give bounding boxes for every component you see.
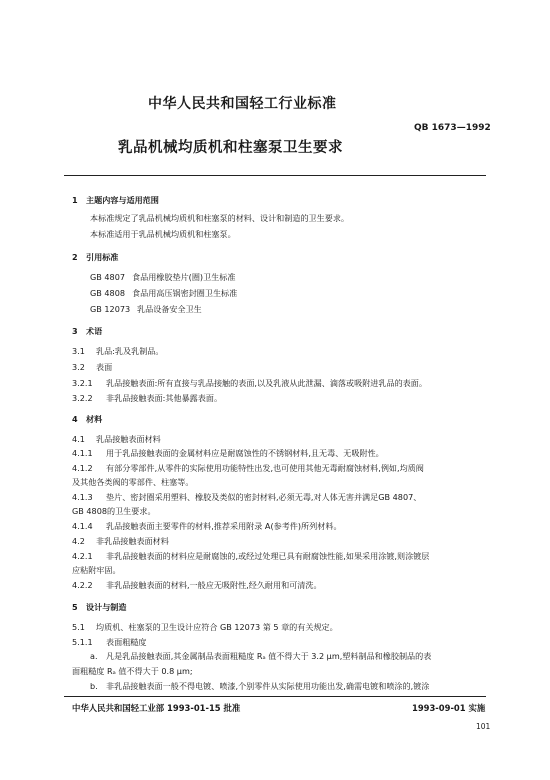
clause-4-1-4: 4.1.4 乳品接触表面主要零件的材料,推荐采用附录 A(参考件)所列材料。 xyxy=(72,521,342,531)
clause-4-1-1: 4.1.1 用于乳品接触表面的金属材料应是耐腐蚀性的不锈钢材料,且无毒、无吸附性。 xyxy=(72,448,384,458)
clause-4-1-3: 4.1.3 垫片、密封圈采用塑料、橡胶及类似的密封材料,必须无毒,对人体无害并满足GB 4807、 xyxy=(72,492,422,502)
approval-line: 中华人民共和国轻工业部 1993-01-15 批准 xyxy=(72,703,241,713)
clause-3-2-2: 3.2.2 非乳品接触表面:其他暴露表面。 xyxy=(72,393,223,403)
section-4-heading: 4 材料 xyxy=(72,414,103,424)
clause-4-1-2-cont: 及其他各类阀的零部件、柱塞等。 xyxy=(72,477,194,487)
clause-4-1-3-cont: GB 4808的卫生要求。 xyxy=(72,506,156,516)
document-title: 乳品机械均质机和柱塞泵卫生要求 xyxy=(118,140,343,156)
standard-number: QB 1673—1992 xyxy=(414,123,491,133)
footer-rule xyxy=(64,696,486,697)
org-title: 中华人民共和国轻工行业标准 xyxy=(148,96,337,112)
section-2-heading: 2 引用标准 xyxy=(72,252,119,262)
clause-3-1: 3.1 乳品:乳及乳制品。 xyxy=(72,346,164,356)
clause-5-1: 5.1 均质机、柱塞泵的卫生设计应符合 GB 12073 第 5 章的有关规定。 xyxy=(72,622,338,632)
section-1-heading: 1 主题内容与适用范围 xyxy=(72,195,159,205)
clause-5-1-1: 5.1.1 表面粗糙度 xyxy=(72,637,147,647)
clause-4-1-2: 4.1.2 有部分零部件,从零件的实际使用功能特性出发,也可使用其他无毒耐腐蚀材料,例如,均质阀 xyxy=(72,463,424,473)
item-a: a. 凡是乳品接触表面,其金属制品表面粗糙度 Rₐ 值不得大于 3.2 μm,塑料制品和橡胶制品的表 xyxy=(90,651,432,661)
clause-4-2-1-cont: 应粘附牢固。 xyxy=(72,565,121,575)
reference-item: GB 12073 乳品设备安全卫生 xyxy=(90,304,202,314)
implementation-date: 1993-09-01 实施 xyxy=(412,703,486,713)
section-5-heading: 5 设计与制造 xyxy=(72,602,127,612)
clause-4-1: 4.1 乳品接触表面材料 xyxy=(72,434,161,444)
clause-4-2: 4.2 非乳品接触表面材料 xyxy=(72,536,169,546)
reference-item: GB 4808 食品用高压锅密封圈卫生标准 xyxy=(90,288,238,298)
header-rule xyxy=(64,175,486,176)
page-number: 101 xyxy=(476,722,491,731)
clause-4-2-1: 4.2.1 非乳品接触表面的材料应是耐腐蚀的,或经过处理已具有耐腐蚀性能,如果采用涂镀,则涂镀层 xyxy=(72,551,430,561)
item-b: b. 非乳品接触表面一般不得电镀、喷漆,个别零件从实际使用功能出发,确需电镀和喷涂的,镀涂 xyxy=(90,681,430,691)
reference-item: GB 4807 食品用橡胶垫片(圈)卫生标准 xyxy=(90,272,236,282)
section-3-heading: 3 术语 xyxy=(72,326,103,336)
section-1-para-2: 本标准适用于乳品机械均质机和柱塞泵。 xyxy=(90,229,236,239)
clause-4-2-2: 4.2.2 非乳品接触表面的材料,一般应无吸附性,经久耐用和可清洗。 xyxy=(72,580,322,590)
item-a-cont: 面粗糙度 Rₐ 值不得大于 0.8 μm; xyxy=(72,666,193,676)
clause-3-2-1: 3.2.1 乳品接触表面:所有直接与乳品接触的表面,以及乳液从此泄漏、滴落或吸附进乳品的表面。 xyxy=(72,378,427,388)
clause-3-2: 3.2 表面 xyxy=(72,362,113,372)
section-1-para-1: 本标准规定了乳品机械均质机和柱塞泵的材料、设计和制造的卫生要求。 xyxy=(90,213,350,223)
